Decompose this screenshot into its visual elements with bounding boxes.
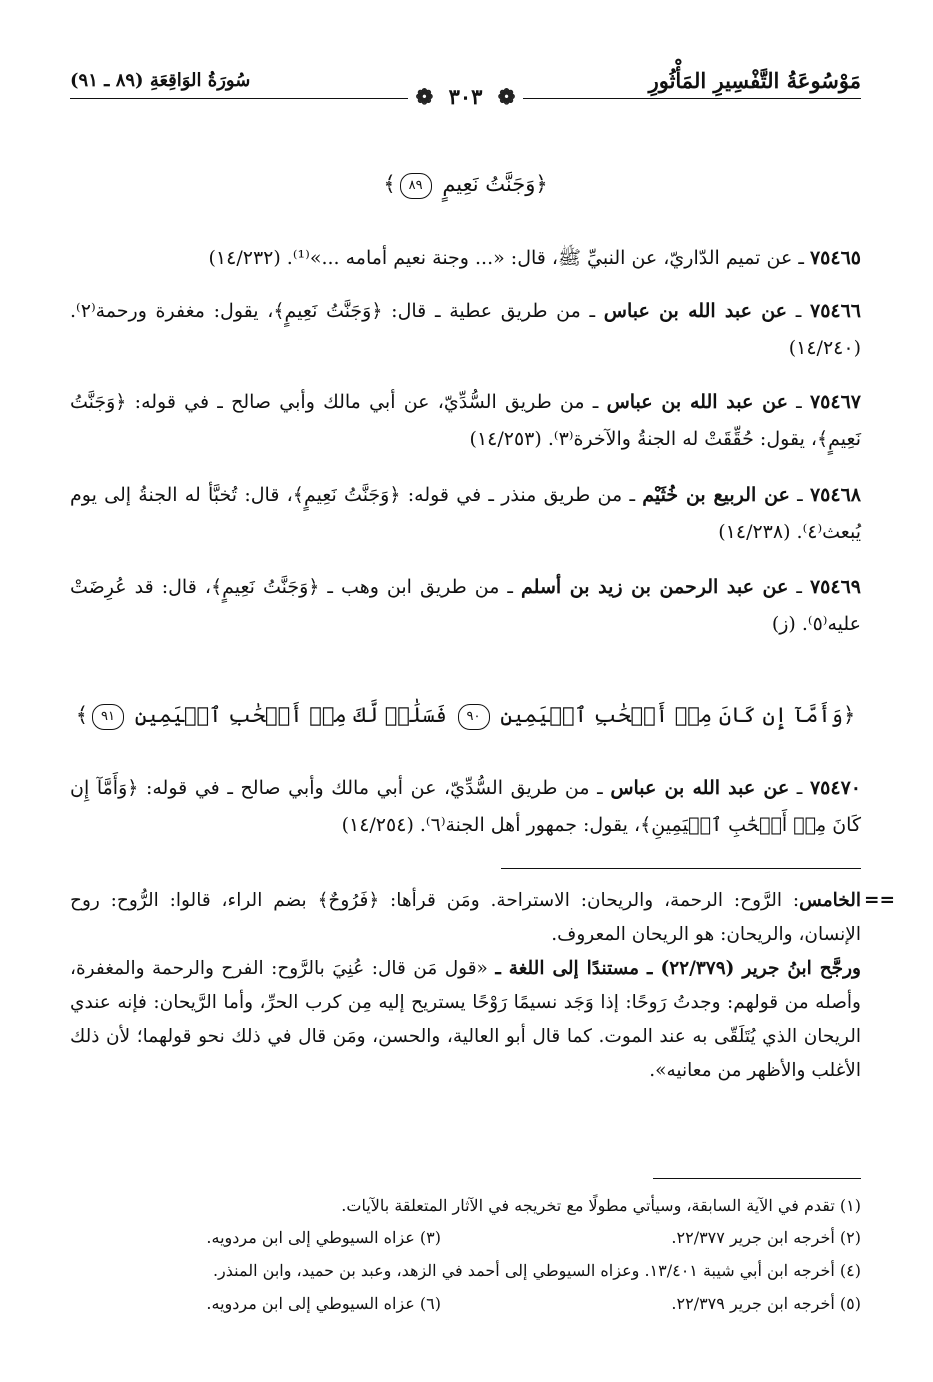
athar-number: ٧٥٤٦٩ <box>809 576 861 598</box>
athar-text: ـ عن تميم الدّاريّ، عن النبيِّ ﷺ، قال: «... وجنة نعيم أمامه ...»⁽¹⁾. (١٤/٢٣٢) <box>208 247 810 269</box>
verse-text: ﴿وَجَنَّتُ نَعِيمٍ <box>442 172 548 196</box>
verse-number-badge: ٩٠ <box>458 704 490 730</box>
athar-number: ٧٥٤٦٨ <box>809 484 861 506</box>
athar-number: ٧٥٤٦٧ <box>809 391 861 413</box>
athar-entry: ٧٥٤٦٧ ـ عن عبد الله بن عباس ـ من طريق السُّدِّيّ، عن أبي مالك وأبي صالح ـ في قوله: ﴿وَجَنَّتُ نَعِيمٍ﴾، يقول: حُقِّقَتْ له الجنةُ والآخرة⁽٣⁾. (١٤/٢٥٣) <box>70 391 861 450</box>
footnote-text: (٤) أخرجه ابن أبي شيبة ١٣/٤٠١. وعزاه السيوطي إلى أحمد في الزهد، وعبد بن حميد، وابن المنذر. <box>212 1261 861 1280</box>
footnote-text: (١) تقدم في الآية السابقة، وسيأتي مطولًا مع تخريجه في الآثار المتعلقة بالآيات. <box>341 1196 861 1215</box>
narrator: عن عبد الله بن عباس <box>606 391 788 413</box>
athar-entry: ٧٥٤٧٠ ـ عن عبد الله بن عباس ـ من طريق السُّدِّيّ، عن أبي مالك وأبي صالح ـ في قوله: ﴿وَأَمَّآ إِن كَانَ مِنۡ أَصۡحَٰبِ ٱلۡيَمِينِ﴾، يقول: جمهور أهل الجنة⁽٦⁾. (١٤/٢٥٤) <box>70 777 861 836</box>
commentary-separator <box>501 868 861 869</box>
note-paragraph <box>70 952 861 1088</box>
footnote <box>70 1192 861 1220</box>
verse-text: ﴿وَأَمَّآ إِن كَانَ مِنۡ أَصۡحَٰبِ ٱلۡيَمِينِ <box>500 703 856 727</box>
note-heading: ورجَّح ابنُ جرير (٢٢/٣٧٩) ـ مستندًا إلى اللغة ـ <box>495 958 861 979</box>
narrator: عن عبد الرحمن بن زيد بن أسلم <box>521 576 789 598</box>
note-paragraph <box>70 884 861 952</box>
athar-text: ـ من طريق منذر ـ في قوله: ﴿وَجَنَّتُ نَعِيمٍ﴾، قال: تُخبَّأ له الجنةُ إلى يوم يُبعث⁽٤⁾. (١٤/٢٣٨) <box>70 484 861 543</box>
athar-number: ٧٥٤٦٦ <box>809 300 862 322</box>
athar-text: ـ من طريق عطية ـ قال: ﴿وَجَنَّتُ نَعِيمٍ﴾، يقول: مغفرة ورحمة⁽٢⁾. (١٤/٢٤٠) <box>70 300 861 359</box>
footnote-text: (٦) عزاه السيوطي إلى ابن مردويه. <box>206 1294 441 1313</box>
surah-title: سُورَةُ الوَاقِعَةِ (٨٩ ـ ٩١) <box>70 70 251 91</box>
verse-close: ﴾ <box>383 172 396 196</box>
book-title: مَوْسُوعَةُ التَّفْسِيرِ المَأْثُورِ <box>648 68 861 93</box>
verse-text: فَسَلَٰمٞ لَّكَ مِنۡ أَصۡحَٰبِ ٱلۡيَمِينِ <box>134 703 447 727</box>
page-number: ٣٠٣ <box>445 84 487 109</box>
note-heading: الخامس <box>799 890 861 911</box>
narrator: عن عبد الله بن عباس <box>610 777 790 799</box>
athar-entry: ٧٥٤٦٨ ـ عن الربيع بن خُثَيْم ـ من طريق منذر ـ في قوله: ﴿وَجَنَّتُ نَعِيمٍ﴾، قال: تُخبَّأ له الجنةُ إلى يوم يُبعث⁽٤⁾. (١٤/٢٣٨) <box>70 484 861 543</box>
athar-text: ـ من طريق السُّدِّيّ، عن أبي مالك وأبي صالح ـ في قوله: ﴿وَجَنَّتُ نَعِيمٍ﴾، يقول: حُقِّقَتْ له الجنةُ والآخرة⁽٣⁾. (١٤/٢٥٣) <box>70 391 861 450</box>
page-number-block <box>70 84 861 109</box>
footnote-separator <box>653 1178 861 1179</box>
footnote-text: (٢) أخرجه ابن جرير ٢٢/٣٧٧. <box>671 1228 861 1247</box>
athar-entry: ٧٥٤٦٦ ـ عن عبد الله بن عباس ـ من طريق عطية ـ قال: ﴿وَجَنَّتُ نَعِيمٍ﴾، يقول: مغفرة ورحمة⁽٢⁾. (١٤/٢٤٠) <box>70 300 862 359</box>
note-text: «قول مَن قال: عُنِيَ بالرَّوح: الفرح والرحمة والمغفرة، وأصله من قولهم: وجدتُ رَوحًا: إذا وَجَد نسيمًا رَوْحًا يستريح إليه مِن كرب الحرِّ، وأما الرَّيحان: فإنه عندي الريحان الذي يُتَلَقّى به عند الموت. كما قال أبو العالية، والحسن، ومَن قال في ذلك نحو قولهما؛ لأن ذلك الأغلب والأظهر من معانيه». <box>70 958 861 1081</box>
athar-number: ٧٥٤٦٥ <box>809 247 861 269</box>
running-header <box>70 68 861 108</box>
narrator: عن عبد الله بن عباس <box>603 300 788 322</box>
athar-text: ـ من طريق ابن وهب ـ ﴿وَجَنَّتُ نَعِيمٍ﴾، قال: قد عُرِضَتْ عليه⁽٥⁾. (ز) <box>70 576 861 635</box>
verse-number-badge: ٨٩ <box>400 173 432 199</box>
narrator: عن الربيع بن خُثَيْم <box>642 484 790 506</box>
verse-heading-89 <box>70 172 861 199</box>
athar-entry <box>70 240 861 277</box>
verse-number-badge: ٩١ <box>92 704 124 730</box>
ornament-icon: ❁ <box>494 84 520 109</box>
footnote-text: (٥) أخرجه ابن جرير ٢٢/٣٧٩. <box>671 1294 861 1313</box>
footnote <box>70 1257 861 1285</box>
continuation-marker: == <box>863 890 895 911</box>
verse-heading-90-91 <box>70 703 861 730</box>
commentary-note <box>70 884 895 1088</box>
footnote-row <box>70 1224 861 1252</box>
ornament-icon: ❁ <box>412 84 438 109</box>
footnote-text: (٣) عزاه السيوطي إلى ابن مردويه. <box>206 1228 441 1247</box>
athar-entry: ٧٥٤٦٩ ـ عن عبد الرحمن بن زيد بن أسلم ـ من طريق ابن وهب ـ ﴿وَجَنَّتُ نَعِيمٍ﴾، قال: قد عُرِضَتْ عليه⁽٥⁾. (ز) <box>70 576 861 635</box>
athar-number: ٧٥٤٧٠ <box>809 777 861 799</box>
athar-text: ـ من طريق السُّدِّيّ، عن أبي مالك وأبي صالح ـ في قوله: ﴿وَأَمَّآ إِن كَانَ مِنۡ أَصۡحَٰبِ ٱلۡيَمِينِ﴾، يقول: جمهور أهل الجنة⁽٦⁾. (١٤/٢٥٤) <box>70 777 861 836</box>
note-text: : الرَّوح: الرحمة، والريحان: الاستراحة. ومَن قرأها: ﴿فَرُوحٌ﴾ بضم الراء، قالوا: الرُّوح: روح الإنسان، والريحان: هو الريحان المعروف. <box>70 890 861 945</box>
verse-close: ﴾ <box>75 703 89 727</box>
footnote-row <box>70 1290 861 1318</box>
